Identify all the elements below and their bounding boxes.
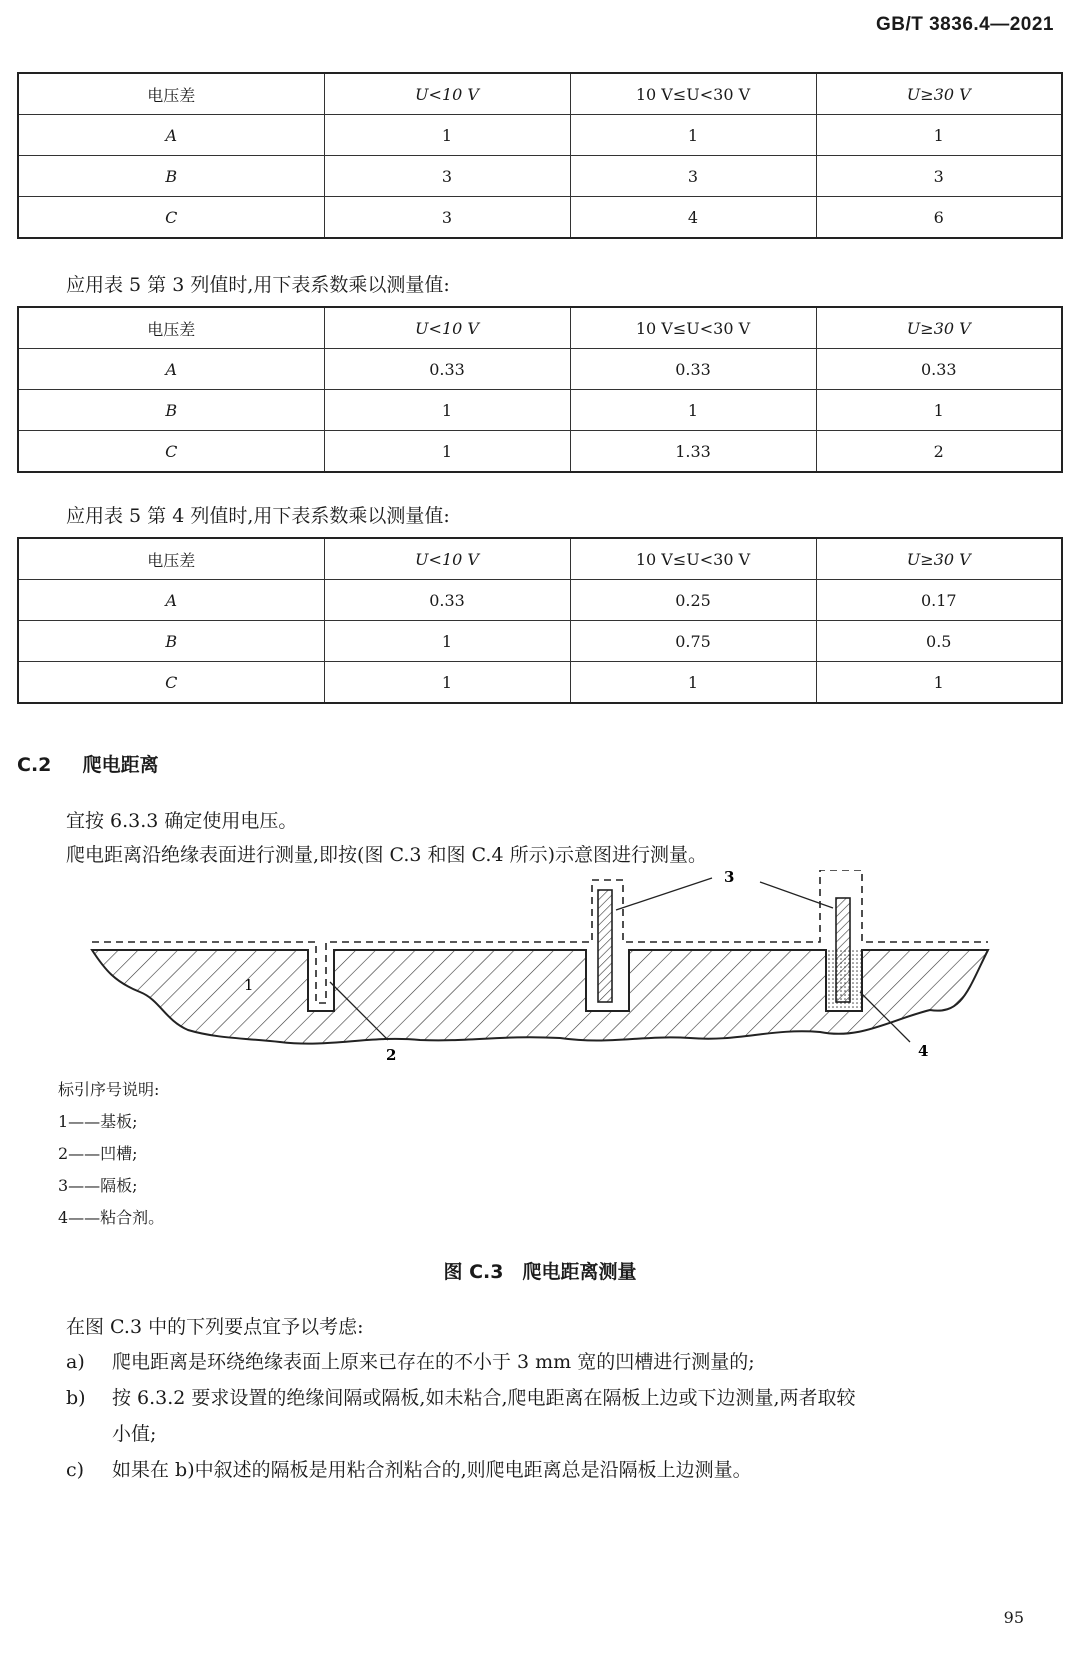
figure-caption: 图 C.3 爬电距离测量 [443, 1261, 637, 1283]
table-cell: 0.33 [324, 349, 570, 390]
list-marker: c) [66, 1459, 85, 1481]
table-cell: 2 [816, 431, 1062, 473]
leader-line-3b [760, 882, 833, 908]
header-cell: 10 V≤U<30 V [570, 538, 816, 580]
table-row [18, 431, 1062, 473]
row-label: C [18, 662, 324, 704]
row-label: A [18, 580, 324, 621]
table-header-row [18, 73, 1062, 115]
row-label: C [18, 431, 324, 473]
table-cell: 1 [570, 390, 816, 431]
callout-4: 4 [918, 1042, 929, 1060]
table-row [18, 580, 1062, 621]
header-cell: U≥30 V [816, 307, 1062, 349]
table-cell: 0.25 [570, 580, 816, 621]
standard-code: GB/T 3836.4—2021 [875, 14, 1054, 35]
table-cell: 0.5 [816, 621, 1062, 662]
row-label: A [18, 349, 324, 390]
header-cell: U≥30 V [816, 73, 1062, 115]
list-text: 爬电距离是环绕绝缘表面上原来已存在的不小于 3 mm 宽的凹槽进行测量的; [112, 1351, 755, 1373]
table-2-intro: 应用表 5 第 3 列值时,用下表系数乘以测量值: [66, 274, 450, 296]
considerations-intro: 在图 C.3 中的下列要点宜予以考虑: [66, 1316, 364, 1338]
table-row [18, 349, 1062, 390]
table-row [18, 662, 1062, 704]
table-cell: 0.17 [816, 580, 1062, 621]
leader-line-3a [616, 878, 712, 910]
table-cell: 1 [324, 390, 570, 431]
legend-item: 1——基板; [58, 1112, 138, 1131]
callout-1: 1 [244, 976, 254, 994]
list-marker: a) [66, 1351, 85, 1373]
table-row [18, 115, 1062, 156]
table-header-row [18, 538, 1062, 580]
section-number: C.2 [17, 754, 52, 776]
page-number: 95 [1003, 1608, 1024, 1627]
list-text: 小值; [112, 1423, 157, 1445]
legend-item: 3——隔板; [58, 1176, 138, 1195]
table-cell: 3 [324, 197, 570, 239]
table-cell: 0.33 [816, 349, 1062, 390]
table-cell: 3 [324, 156, 570, 197]
table-row [18, 197, 1062, 239]
callout-3: 3 [724, 870, 735, 886]
coefficient-table-2 [17, 306, 1063, 473]
callout-2: 2 [386, 1046, 397, 1064]
list-text: 如果在 b)中叙述的隔板是用粘合剂粘合的,则爬电距离总是沿隔板上边测量。 [112, 1459, 752, 1481]
header-cell: U<10 V [324, 307, 570, 349]
barrier-2 [836, 898, 850, 1002]
coefficient-table-3 [17, 537, 1063, 704]
legend-title: 标引序号说明: [58, 1080, 160, 1099]
table-row [18, 390, 1062, 431]
table-cell: 1 [570, 115, 816, 156]
row-label: A [18, 115, 324, 156]
header-cell: 电压差 [18, 307, 324, 349]
header-cell: U<10 V [324, 73, 570, 115]
table-cell: 1 [324, 662, 570, 704]
table-cell: 1.33 [570, 431, 816, 473]
table-cell: 4 [570, 197, 816, 239]
header-cell: 电压差 [18, 73, 324, 115]
table-cell: 1 [816, 115, 1062, 156]
table-cell: 1 [324, 431, 570, 473]
table-cell: 0.33 [324, 580, 570, 621]
section-heading [17, 750, 159, 777]
header-cell: 10 V≤U<30 V [570, 73, 816, 115]
barrier-1 [598, 890, 612, 1002]
header-cell: 电压差 [18, 538, 324, 580]
list-item-b-continuation [112, 1419, 156, 1446]
table-cell: 3 [570, 156, 816, 197]
table-cell: 1 [324, 621, 570, 662]
legend-item: 4——粘合剂。 [58, 1208, 165, 1227]
list-item-c [66, 1455, 752, 1482]
list-marker: b) [66, 1387, 86, 1409]
row-label: B [18, 156, 324, 197]
table-cell: 3 [816, 156, 1062, 197]
table-cell: 1 [324, 115, 570, 156]
table-cell: 0.75 [570, 621, 816, 662]
section-paragraph-1: 宜按 6.3.3 确定使用电压。 [66, 810, 298, 832]
header-cell: 10 V≤U<30 V [570, 307, 816, 349]
table-row [18, 156, 1062, 197]
creepage-figure [0, 870, 1080, 1070]
table-header-row [18, 307, 1062, 349]
row-label: B [18, 621, 324, 662]
table-row [18, 621, 1062, 662]
table-3-intro: 应用表 5 第 4 列值时,用下表系数乘以测量值: [66, 505, 450, 527]
list-text: 按 6.3.2 要求设置的绝缘间隔或隔板,如未粘合,爬电距离在隔板上边或下边测量,两者取较 [112, 1387, 856, 1409]
table-cell: 1 [570, 662, 816, 704]
header-cell: U<10 V [324, 538, 570, 580]
row-label: B [18, 390, 324, 431]
list-item-a [66, 1347, 755, 1374]
coefficient-table-1 [17, 72, 1063, 239]
table-cell: 1 [816, 390, 1062, 431]
section-title: 爬电距离 [82, 754, 159, 776]
table-cell: 1 [816, 662, 1062, 704]
header-cell: U≥30 V [816, 538, 1062, 580]
table-cell: 6 [816, 197, 1062, 239]
list-item-b [66, 1383, 856, 1410]
figure-legend [58, 1074, 164, 1234]
section-paragraph-2: 爬电距离沿绝缘表面进行测量,即按(图 C.3 和图 C.4 所示)示意图进行测量。 [66, 844, 708, 866]
legend-item: 2——凹槽; [58, 1144, 138, 1163]
table-cell: 0.33 [570, 349, 816, 390]
row-label: C [18, 197, 324, 239]
